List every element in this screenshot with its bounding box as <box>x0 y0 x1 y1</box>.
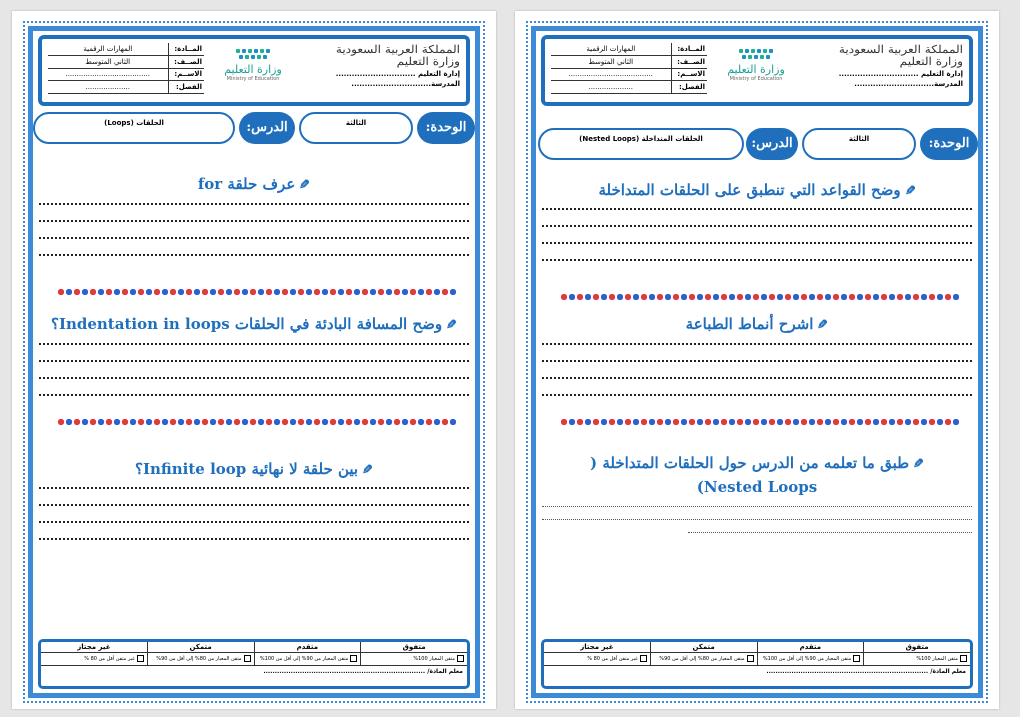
field-label: الفصل: <box>168 81 204 94</box>
grade-proficient: متمكن متقن المعيار من 80% إلى أقل من 90% <box>147 642 254 665</box>
grading-table <box>541 639 973 689</box>
kingdom-calligraphy: المملكة العربية السعودية <box>335 44 460 56</box>
answer-lines[interactable] <box>542 208 972 276</box>
answer-lines[interactable] <box>542 343 972 411</box>
question-3 <box>33 458 475 482</box>
worksheet-header <box>541 35 973 106</box>
answer-lines[interactable] <box>542 506 972 545</box>
checkbox[interactable] <box>350 655 357 662</box>
pencil-icon: ✎ <box>362 463 374 478</box>
checkbox[interactable] <box>640 655 647 662</box>
lesson-label: الدرس: <box>239 112 295 144</box>
field-value: ...................................... <box>48 68 168 81</box>
question-1 <box>536 179 978 203</box>
school-field: المدرسة.............................. <box>351 80 460 88</box>
question-text: عرف حلقة for <box>197 175 296 193</box>
kingdom-calligraphy: المملكة العربية السعودية <box>838 44 963 56</box>
worksheet-header <box>38 35 470 106</box>
field-value: الثاني المتوسط <box>551 56 671 69</box>
worksheet-page-nested-loops <box>515 11 999 709</box>
lesson-label: الدرس: <box>746 128 798 160</box>
ministry-calligraphy: وزارة التعليم <box>396 56 460 68</box>
dotted-separator <box>560 418 960 426</box>
question-2 <box>33 313 475 337</box>
teacher-signature-field: معلم المادة/ ....................................................................... <box>766 668 966 675</box>
field-value: المهارات الرقمية <box>48 43 168 56</box>
question-text: طبق ما تعلمه من الدرس حول الحلقات المتداخلة ( Nested Loops) <box>590 454 910 496</box>
ministry-logo <box>717 47 795 97</box>
page-border <box>531 26 983 698</box>
field-label: الصــف: <box>671 56 707 69</box>
question-1 <box>33 173 475 197</box>
field-value: الثاني المتوسط <box>48 56 168 69</box>
grade-excellent: متفوق متقن المعيار 100% <box>863 642 970 665</box>
unit-value: الثالثة <box>802 128 916 160</box>
answer-lines[interactable] <box>39 343 469 411</box>
checkbox[interactable] <box>457 655 464 662</box>
ministry-name-en: Ministry of Education <box>226 76 280 82</box>
field-label: المــادة: <box>671 43 707 56</box>
dotted-separator <box>57 418 457 426</box>
dotted-separator <box>560 293 960 301</box>
dotted-separator <box>57 288 457 296</box>
answer-lines[interactable] <box>39 487 469 555</box>
grade-excellent: متفوق متقن المعيار 100% <box>360 642 467 665</box>
ministry-logo <box>214 47 292 97</box>
grade-advanced: متقدم متقن المعيار من 90% إلى أقل من 100% <box>757 642 864 665</box>
field-label: الاســم: <box>168 68 204 81</box>
unit-value: الثالثة <box>299 112 413 144</box>
field-label: الصــف: <box>168 56 204 69</box>
unit-label: الوحدة: <box>920 128 978 160</box>
checkbox[interactable] <box>960 655 967 662</box>
unit-label: الوحدة: <box>417 112 475 144</box>
kingdom-emblem <box>838 44 963 88</box>
field-value: .................... <box>551 81 671 94</box>
page-border <box>28 26 480 698</box>
student-info-table <box>551 43 707 94</box>
question-3 <box>536 452 978 498</box>
question-text: بين حلقة لا نهائية Infinite loop؟ <box>134 460 359 478</box>
checkbox[interactable] <box>747 655 754 662</box>
teacher-signature-field: معلم المادة/ ....................................................................... <box>263 668 463 675</box>
lesson-title: الحلقات (Loops) <box>33 112 235 144</box>
field-value: ...................................... <box>551 68 671 81</box>
school-field: المدرسة.............................. <box>854 80 963 88</box>
grade-proficient: متمكن متقن المعيار من 80% إلى أقل من 90% <box>650 642 757 665</box>
ministry-logo-icon <box>214 49 292 53</box>
grading-table <box>38 639 470 689</box>
unit-lesson-bar <box>33 112 475 146</box>
unit-lesson-bar <box>536 128 978 162</box>
student-info-table <box>48 43 204 94</box>
pencil-icon: ✎ <box>913 457 924 472</box>
checkbox[interactable] <box>853 655 860 662</box>
question-text: وضح القواعد التي تنطبق على الحلقات المتداخلة <box>598 181 901 199</box>
checkbox[interactable] <box>137 655 144 662</box>
pencil-icon: ✎ <box>299 178 311 193</box>
ministry-name-ar: وزارة التعليم <box>224 63 282 76</box>
pencil-icon: ✎ <box>817 318 829 333</box>
ministry-name-ar: وزارة التعليم <box>727 63 785 76</box>
grade-advanced: متقدم متقن المعيار من 90% إلى أقل من 100% <box>254 642 361 665</box>
ministry-name-en: Ministry of Education <box>729 76 783 82</box>
ministry-logo-icon <box>717 49 795 53</box>
grade-failed: غير مجتاز غير متقن أقل من 80 % <box>544 642 650 665</box>
field-value: المهارات الرقمية <box>551 43 671 56</box>
field-label: المــادة: <box>168 43 204 56</box>
question-text: وضح المسافة البادئة في الحلقات Indentation in loops؟ <box>50 315 443 333</box>
field-value: .................... <box>48 81 168 94</box>
pencil-icon: ✎ <box>446 318 458 333</box>
edu-admin-field: إدارة التعليم .............................. <box>335 70 460 78</box>
worksheet-page-loops <box>12 11 496 709</box>
ministry-calligraphy: وزارة التعليم <box>899 56 963 68</box>
grade-failed: غير مجتاز غير متقن أقل من 80 % <box>41 642 147 665</box>
field-label: الاســم: <box>671 68 707 81</box>
kingdom-emblem <box>335 44 460 88</box>
checkbox[interactable] <box>244 655 251 662</box>
question-2 <box>536 313 978 337</box>
field-label: الفصل: <box>671 81 707 94</box>
edu-admin-field: إدارة التعليم .............................. <box>838 70 963 78</box>
answer-lines[interactable] <box>39 203 469 271</box>
pencil-icon: ✎ <box>904 184 916 199</box>
question-text: اشرح أنماط الطباعة <box>685 315 814 333</box>
lesson-title: الحلقات المتداخلة (Nested Loops) <box>538 128 744 160</box>
